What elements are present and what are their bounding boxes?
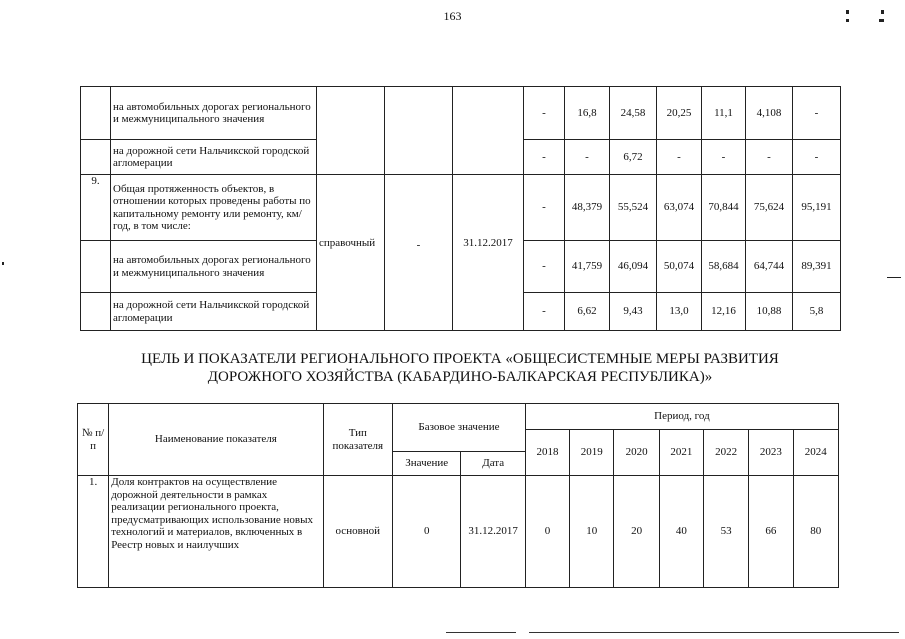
value-cell: 66	[749, 476, 793, 588]
type-cell-empty	[317, 87, 385, 175]
row-number: 9.	[81, 175, 111, 241]
scan-artifact	[881, 10, 884, 14]
value-cell: 48,379	[565, 175, 610, 241]
value-cell: 10,88	[746, 293, 793, 331]
value-cell: 6,72	[610, 140, 657, 175]
scan-artifact	[846, 10, 849, 14]
value-cell: 20,25	[657, 87, 702, 140]
header-year: 2018	[525, 430, 569, 476]
value-cell: 10	[570, 476, 614, 588]
scan-artifact	[846, 19, 849, 22]
section-heading	[80, 350, 840, 386]
value-cell: 64,744	[746, 241, 793, 293]
value-cell: 89,391	[793, 241, 841, 293]
header-year: 2024	[793, 430, 838, 476]
page-number: 163	[443, 9, 462, 23]
value-cell: 0	[525, 476, 569, 588]
header-base-value-date: Дата	[461, 452, 525, 476]
value-cell: 6,62	[565, 293, 610, 331]
row-number	[81, 87, 111, 140]
value-cell: 5,8	[793, 293, 841, 331]
row-number: 1.	[78, 476, 109, 588]
header-indicator-type: Тип показателя	[323, 404, 392, 476]
table-row	[81, 87, 841, 140]
base-date: 31.12.2017	[461, 476, 525, 588]
value-cell: 40	[659, 476, 703, 588]
header-base-value: Базовое значение	[393, 404, 526, 452]
indicator-name: Доля контрактов на осуществление дорожной деятельности в рамках реализации регионального проекта, предусматривающих использование новых технологий и материалов, включенных в Реестр новых и наилучших	[109, 476, 323, 588]
bottom-rule	[529, 632, 899, 633]
value-cell: 58,684	[702, 241, 746, 293]
scan-artifact	[2, 262, 4, 265]
header-period: Период, год	[525, 404, 838, 430]
indicator-name: на дорожной сети Нальчикской городской агломерации	[111, 140, 317, 175]
header-indicator-name: Наименование показателя	[109, 404, 323, 476]
indicator-name: на дорожной сети Нальчикской городской агломерации	[111, 293, 317, 331]
base-value: 0	[393, 476, 461, 588]
header-year: 2022	[704, 430, 749, 476]
table-row	[81, 175, 841, 241]
value-cell: 41,759	[565, 241, 610, 293]
header-number: № п/п	[78, 404, 109, 476]
value-cell: -	[524, 175, 565, 241]
value-cell: 70,844	[702, 175, 746, 241]
base-date-cell-empty	[453, 87, 524, 175]
value-cell: -	[524, 293, 565, 331]
value-cell: 50,074	[657, 241, 702, 293]
value-cell: 95,191	[793, 175, 841, 241]
header-year: 2021	[659, 430, 703, 476]
value-cell: 20	[614, 476, 659, 588]
section-heading-line: ДОРОЖНОГО ХОЗЯЙСТВА (КАБАРДИНО-БАЛКАРСКАЯ РЕСПУБЛИКА)»	[207, 369, 713, 385]
value-cell: -	[524, 241, 565, 293]
indicator-name: Общая протяженность объектов, в отношении которых проведены работы по капитальному ремонту или ремонту, км/год, в том числе:	[111, 175, 317, 241]
bottom-rule	[446, 632, 516, 633]
value-cell: 46,094	[610, 241, 657, 293]
row-number	[81, 140, 111, 175]
value-cell: 12,16	[702, 293, 746, 331]
table-row	[78, 476, 839, 588]
header-base-value-amount: Значение	[393, 452, 461, 476]
value-cell: 63,074	[657, 175, 702, 241]
value-cell: -	[524, 140, 565, 175]
value-cell: -	[565, 140, 610, 175]
value-cell: -	[524, 87, 565, 140]
project-indicators-table	[77, 403, 839, 588]
indicators-table-continued	[80, 86, 841, 331]
value-cell: 80	[793, 476, 838, 588]
value-cell: 24,58	[610, 87, 657, 140]
header-year: 2020	[614, 430, 659, 476]
value-cell: -	[793, 87, 841, 140]
value-cell: 4,108	[746, 87, 793, 140]
value-cell: 55,524	[610, 175, 657, 241]
header-year: 2019	[570, 430, 614, 476]
value-cell: 9,43	[610, 293, 657, 331]
value-cell: 13,0	[657, 293, 702, 331]
header-row	[78, 404, 839, 430]
header-year: 2023	[749, 430, 793, 476]
value-cell: 11,1	[702, 87, 746, 140]
base-value: -	[385, 175, 453, 331]
scan-artifact	[887, 277, 901, 278]
scan-artifact	[879, 19, 884, 22]
section-heading-line: ЦЕЛЬ И ПОКАЗАТЕЛИ РЕГИОНАЛЬНОГО ПРОЕКТА «ОБЩЕСИСТЕМНЫЕ МЕРЫ РАЗВИТИЯ	[141, 351, 779, 367]
base-date: 31.12.2017	[453, 175, 524, 331]
value-cell: -	[793, 140, 841, 175]
indicator-name: на автомобильных дорогах регионального и межмуниципального значения	[111, 87, 317, 140]
value-cell: 16,8	[565, 87, 610, 140]
indicator-type: основной	[323, 476, 392, 588]
value-cell: -	[746, 140, 793, 175]
value-cell: 53	[704, 476, 749, 588]
row-number	[81, 241, 111, 293]
value-cell: -	[657, 140, 702, 175]
indicator-type: справочный	[317, 175, 385, 331]
base-value-cell-empty	[385, 87, 453, 175]
indicator-name: на автомобильных дорогах регионального и межмуниципального значения	[111, 241, 317, 293]
value-cell: -	[702, 140, 746, 175]
row-number	[81, 293, 111, 331]
value-cell: 75,624	[746, 175, 793, 241]
